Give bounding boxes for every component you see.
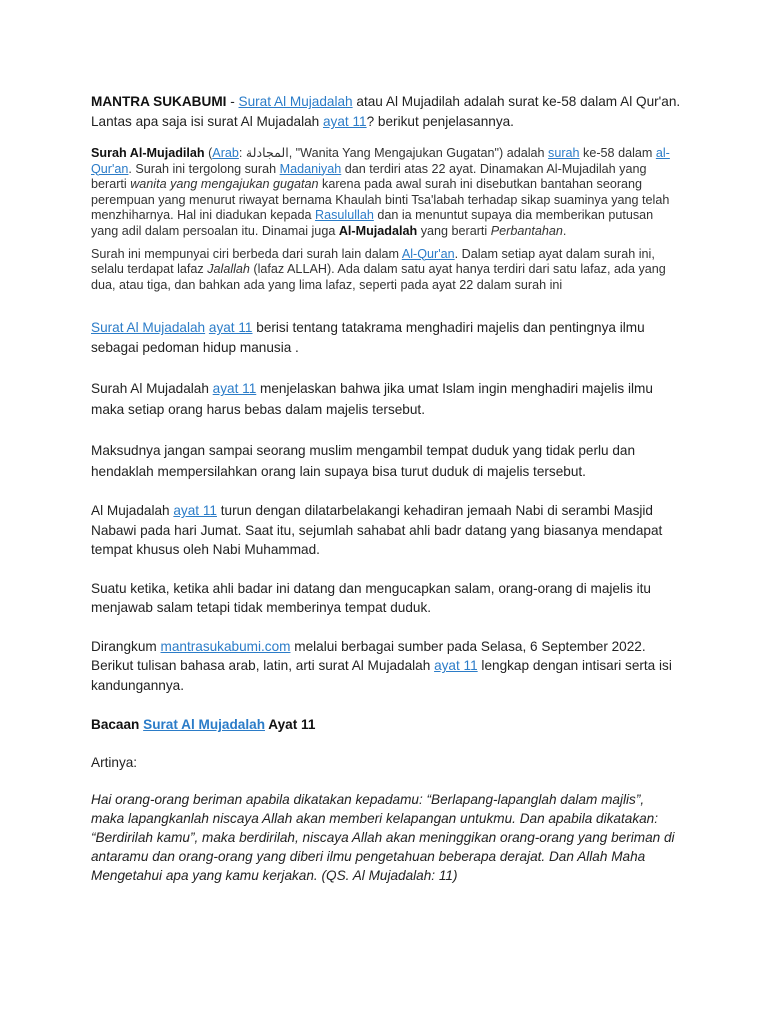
- text: ? berikut penjelasannya.: [366, 114, 514, 129]
- paragraph-5: Suatu ketika, ketika ahli badar ini datang dan mengucapkan salam, orang-orang di majelis itu menjawab salam tetapi tidak memberinya tempat duduk.: [91, 580, 651, 616]
- text: :: [238, 146, 246, 160]
- rasulullah-link[interactable]: Rasulullah: [315, 208, 374, 223]
- surat-al-mujadalah-link[interactable]: Surat Al Mujadalah: [238, 94, 353, 109]
- mantrasukabumi-link[interactable]: mantrasukabumi.com: [160, 638, 291, 654]
- text: -: [226, 94, 239, 109]
- intro-paragraph: [91, 92, 681, 132]
- ayat-11-link[interactable]: ayat 11: [208, 320, 253, 336]
- paragraph-6: [91, 637, 681, 696]
- text: dan terdiri atas 22 ayat. Dinamakan Al-Mujadilah yang berarti: [91, 161, 647, 192]
- wiki-paragraph-1: [91, 146, 681, 240]
- text: . Surah ini tergolong surah: [128, 161, 280, 176]
- wiki-title: Surah Al-Mujadilah: [91, 146, 205, 160]
- paragraph-2: [91, 378, 681, 420]
- paragraph-3: Maksudnya jangan sampai seorang muslim mengambil tempat duduk yang tidak perlu dan hendaklah mempersilahkan orang lain supaya bisa turut duduk di majelis tersebut.: [91, 443, 636, 480]
- text: dan ia menuntut supaya dia memberikan putusan yang adil dalam persoalan itu. Dinamai juga: [91, 208, 654, 238]
- madaniyah-link[interactable]: Madaniyah: [279, 161, 342, 176]
- text: Ayat 11: [265, 717, 316, 733]
- ayat-11-link[interactable]: ayat 11: [212, 381, 257, 397]
- al-quran-link[interactable]: al-Qur'an: [91, 146, 670, 176]
- al-quran-link[interactable]: Al-Qur'an: [401, 246, 455, 261]
- text: .: [562, 223, 567, 238]
- text: turun dengan dilatarbelakangi kehadiran jemaah Nabi di serambi Masjid Nabawi pada hari Jumat. Saat itu, sejumlah sahabat ahli badr datang yang biasanya mendapat tempat khusus oleh Nabi Muhammad.: [91, 503, 663, 558]
- surat-al-mujadalah-link[interactable]: Surat Al Mujadalah: [91, 320, 206, 336]
- brand-name: MANTRA SUKABUMI: [91, 94, 227, 109]
- surat-al-mujadalah-link[interactable]: Surat Al Mujadalah: [143, 717, 265, 733]
- artinya-label: Artinya:: [91, 754, 138, 770]
- text: yang berarti: [417, 223, 491, 238]
- surah-link[interactable]: surah: [548, 146, 580, 160]
- italic-text: wanita yang mengajukan gugatan: [130, 177, 319, 192]
- article: [91, 92, 681, 885]
- italic-text: Perbantahan: [490, 223, 563, 238]
- ayat-11-link[interactable]: ayat 11: [323, 114, 367, 129]
- paragraph-4: [91, 501, 681, 560]
- arabic-text: المجادلة: [245, 146, 289, 160]
- text: Surah ini mempunyai ciri berbeda dari surah lain dalam: [91, 246, 402, 261]
- ayat-11-link[interactable]: ayat 11: [434, 658, 478, 674]
- section-heading: [91, 715, 681, 735]
- wiki-paragraph-2: [91, 247, 681, 294]
- text: lengkap dengan intisari serta isi kandungannya.: [91, 658, 672, 693]
- text: berisi tentang tatakrama menghadiri majelis dan pentingnya ilmu sebagai pedoman hidup manusia .: [91, 320, 645, 355]
- text: melalui berbagai sumber pada Selasa, 6 September 2022. Berikut tulisan bahasa arab, latin, arti surat Al Mujadalah: [91, 638, 646, 674]
- text: . Dalam setiap ayat dalam surah ini, selalu terdapat lafaz: [91, 246, 655, 277]
- text: ke-58 dalam: [579, 146, 656, 160]
- text: karena pada awal surah ini disebutkan bantahan seorang perempuan yang menurut riwayat bernama Khaulah binti Tsa'labah terhadap sikap suaminya yang telah menzhiharnya. Hal ini diadukan kepada: [91, 177, 670, 223]
- text: menjelaskan bahwa jika umat Islam ingin menghadiri majelis ilmu maka setiap orang harus bebas dalam majelis tersebut.: [91, 381, 653, 418]
- text: atau Al Mujadilah adalah surat ke-58 dalam Al Qur'an. Lantas apa saja isi surat Al Mujadalah: [91, 94, 681, 129]
- text: Al Mujadalah: [91, 503, 174, 519]
- translation-quote: Hai orang-orang beriman apabila dikatakan kepadamu: “Berlapang-lapanglah dalam majlis”, maka lapangkanlah niscaya Allah akan memberi kelapangan untukmu. Dan apabila dikatakan: “Berdirilah kamu”, maka berdirilah, niscaya Allah akan meninggikan orang-orang yang beriman di antaramu dan orang-orang yang diberi ilmu pengetahuan beberapa derajat. Dan Allah Maha Mengetahui apa yang kamu kerjakan. (QS. Al Mujadalah: 11): [91, 792, 675, 884]
- paragraph-1: [91, 318, 681, 357]
- text: (: [204, 146, 213, 160]
- text: (lafaz ALLAH). Ada dalam satu ayat hanya terdiri dari satu lafaz, ada yang dua, atau tiga, dan bahkan ada yang lima lafaz, seperti pada ayat 22 dalam surah ini: [91, 262, 666, 292]
- ayat-11-link[interactable]: ayat 11: [173, 503, 217, 519]
- arab-link[interactable]: Arab: [212, 146, 239, 160]
- text: Dirangkum: [91, 638, 161, 654]
- text: , "Wanita Yang Mengajukan Gugatan") adalah: [288, 146, 549, 160]
- text: Bacaan: [91, 717, 144, 733]
- italic-text: Jalallah: [207, 262, 250, 277]
- bold-text: Al-Mujadalah: [338, 223, 418, 238]
- text: Surah Al Mujadalah: [91, 381, 213, 397]
